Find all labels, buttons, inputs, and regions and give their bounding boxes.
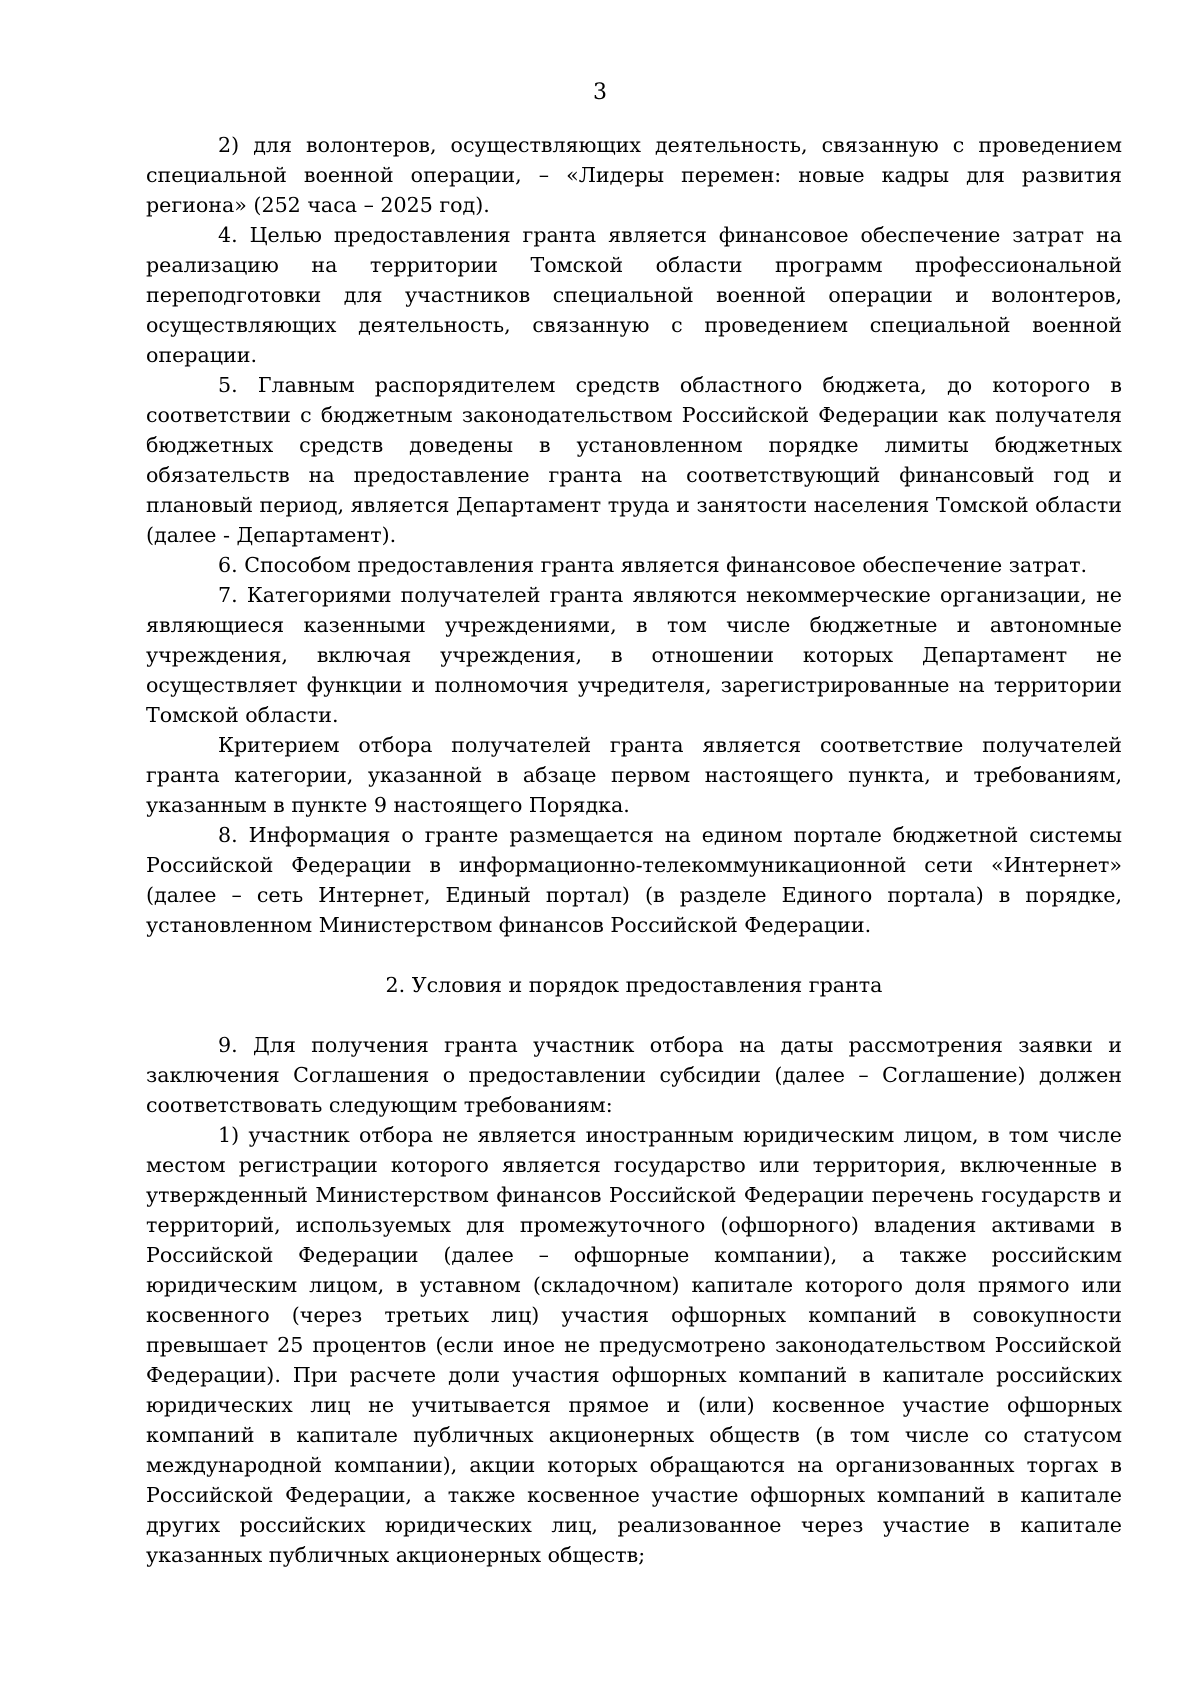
section-heading: 2. Условия и порядок предоставления гранта xyxy=(385,973,883,997)
paragraph-6-grant-method: 6. Способом предоставления гранта является финансовое обеспечение затрат. xyxy=(218,553,1088,577)
page-number: 3 xyxy=(593,80,607,105)
paragraph-item-2-volunteers: 2) для волонтеров, осуществляющих деятельность, связанную с проведением специальной военной операции, – «Лидеры перемен: новые кадры для развития региона» (252 часа – 2025 год). xyxy=(146,133,1122,217)
paragraph-9-requirements: 9. Для получения гранта участник отбора на даты рассмотрения заявки и заключения Соглашения о предоставлении субсидии (далее – Соглашение) должен соответствовать следующим требованиям: xyxy=(146,1033,1122,1117)
paragraph-4-grant-goal: 4. Целью предоставления гранта является финансовое обеспечение затрат на реализацию на территории Томской области программ профессиональной переподготовки для участников специальной военной операции и волонтеров, осуществляющих деятельность, связанную с проведением специальной военной операции. xyxy=(146,223,1122,367)
paragraph-7-recipient-categories: 7. Категориями получателей гранта являются некоммерческие организации, не являющиеся казенными учреждениями, в том числе бюджетные и автономные учреждения, включая учреждения, в отношении которых Департамент не осуществляет функции и полномочия учредителя, зарегистрированные на территории Томской области. xyxy=(146,583,1122,727)
paragraph-5-main-administrator: 5. Главным распорядителем средств областного бюджета, до которого в соответствии с бюджетным законодательством Российской Федерации как получателя бюджетных средств доведены в установленном порядке лимиты бюджетных обязательств на предоставление гранта на соответствующий финансовый год и плановый период, является Департамент труда и занятости населения Томской области (далее - Департамент). xyxy=(146,373,1122,547)
paragraph-8-grant-information: 8. Информация о гранте размещается на едином портале бюджетной системы Российской Федерации в информационно-телекоммуникационной сети «Интернет» (далее – сеть Интернет, Единый портал) (в разделе Единого портала) в порядке, установленном Министерством финансов Российской Федерации. xyxy=(146,823,1122,937)
paragraph-selection-criterion: Критерием отбора получателей гранта является соответствие получателей гранта категории, указанной в абзаце первом настоящего пункта, и требованиям, указанным в пункте 9 настоящего Порядка. xyxy=(146,733,1122,817)
paragraph-requirement-1-offshore: 1) участник отбора не является иностранным юридическим лицом, в том числе местом регистрации которого является государство или территория, включенные в утвержденный Министерством финансов Российской Федерации перечень государств и территорий, используемых для промежуточного (офшорного) владения активами в Российской Федерации (далее – офшорные компании), а также российским юридическим лицом, в уставном (складочном) капитале которого доля прямого или косвенного (через третьих лиц) участия офшорных компаний в совокупности превышает 25 процентов (если иное не предусмотрено законодательством Российской Федерации). При расчете доли участия офшорных компаний в капитале российских юридических лиц не учитывается прямое и (или) косвенное участие офшорных компаний в капитале публичных акционерных обществ (в том числе со статусом международной компании), акции которых обращаются на организованных торгах в Российской Федерации, а также косвенное участие офшорных компаний в капитале других российских юридических лиц, реализованное через участие в капитале указанных публичных акционерных обществ; xyxy=(146,1123,1122,1567)
document-body xyxy=(146,130,1122,1570)
